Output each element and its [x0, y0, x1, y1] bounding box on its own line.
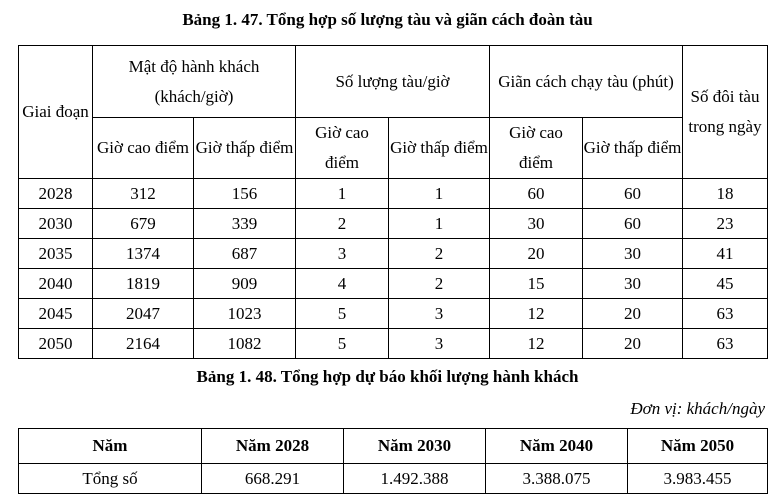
unit-label: Đơn vị: khách/ngày — [630, 399, 765, 418]
header-headway-peak: Giờ cao điểm — [490, 118, 583, 179]
header-2028: Năm 2028 — [202, 429, 344, 464]
cell-pairs: 18 — [683, 179, 768, 209]
cell-headway-peak: 30 — [490, 209, 583, 239]
cell-density-offpeak: 156 — [194, 179, 296, 209]
cell-headway-offpeak: 30 — [583, 269, 683, 299]
cell-trains-peak: 1 — [296, 179, 389, 209]
cell-period: 2035 — [19, 239, 93, 269]
cell-trains-peak: 3 — [296, 239, 389, 269]
table2-header-row — [19, 429, 768, 464]
cell-headway-peak: 12 — [490, 299, 583, 329]
total-2030: 1.492.388 — [344, 464, 486, 494]
cell-density-peak: 1374 — [93, 239, 194, 269]
table1-header-row-1 — [19, 46, 768, 118]
cell-trains-peak: 4 — [296, 269, 389, 299]
header-year: Năm — [19, 429, 202, 464]
cell-period: 2050 — [19, 329, 93, 359]
header-density-offpeak: Giờ thấp điểm — [194, 118, 296, 179]
cell-pairs: 45 — [683, 269, 768, 299]
cell-period: 2028 — [19, 179, 93, 209]
train-count-table — [18, 45, 768, 359]
cell-trains-peak: 2 — [296, 209, 389, 239]
cell-trains-peak: 5 — [296, 329, 389, 359]
cell-headway-offpeak: 20 — [583, 329, 683, 359]
cell-pairs: 23 — [683, 209, 768, 239]
cell-headway-peak: 60 — [490, 179, 583, 209]
cell-headway-peak: 20 — [490, 239, 583, 269]
header-headway-offpeak: Giờ thấp điểm — [583, 118, 683, 179]
cell-density-peak: 2047 — [93, 299, 194, 329]
table2-caption: Bảng 1. 48. Tổng hợp dự báo khối lượng hành khách — [196, 367, 579, 386]
cell-pairs: 41 — [683, 239, 768, 269]
header-2030: Năm 2030 — [344, 429, 486, 464]
cell-pairs: 63 — [683, 329, 768, 359]
cell-trains-offpeak: 3 — [389, 329, 490, 359]
cell-headway-offpeak: 60 — [583, 209, 683, 239]
cell-headway-offpeak: 60 — [583, 179, 683, 209]
table-row — [19, 269, 768, 299]
header-trains-peak: Giờ cao điểm — [296, 118, 389, 179]
header-pairs: Số đôi tàu trong ngày — [683, 46, 768, 179]
table1-body — [19, 179, 768, 359]
cell-density-offpeak: 909 — [194, 269, 296, 299]
cell-headway-offpeak: 30 — [583, 239, 683, 269]
total-label: Tổng số — [19, 464, 202, 494]
passenger-forecast-table — [18, 428, 768, 494]
cell-headway-offpeak: 20 — [583, 299, 683, 329]
cell-trains-offpeak: 2 — [389, 269, 490, 299]
cell-trains-offpeak: 3 — [389, 299, 490, 329]
cell-trains-offpeak: 1 — [389, 179, 490, 209]
table-row — [19, 179, 768, 209]
table-row — [19, 329, 768, 359]
table-row — [19, 299, 768, 329]
table-row — [19, 209, 768, 239]
cell-pairs: 63 — [683, 299, 768, 329]
cell-trains-offpeak: 2 — [389, 239, 490, 269]
header-density-peak: Giờ cao điểm — [93, 118, 194, 179]
cell-density-peak: 2164 — [93, 329, 194, 359]
cell-period: 2045 — [19, 299, 93, 329]
cell-headway-peak: 15 — [490, 269, 583, 299]
cell-density-peak: 679 — [93, 209, 194, 239]
cell-density-peak: 312 — [93, 179, 194, 209]
total-2050: 3.983.455 — [628, 464, 768, 494]
header-density: Mật độ hành khách (khách/giờ) — [93, 46, 296, 118]
total-2040: 3.388.075 — [486, 464, 628, 494]
total-2028: 668.291 — [202, 464, 344, 494]
cell-trains-peak: 5 — [296, 299, 389, 329]
header-2050: Năm 2050 — [628, 429, 768, 464]
cell-trains-offpeak: 1 — [389, 209, 490, 239]
table1-header-row-2 — [19, 118, 768, 179]
cell-density-peak: 1819 — [93, 269, 194, 299]
cell-density-offpeak: 1082 — [194, 329, 296, 359]
table1-caption: Bảng 1. 47. Tổng hợp số lượng tàu và giãn cách đoàn tàu — [182, 10, 593, 29]
header-2040: Năm 2040 — [486, 429, 628, 464]
header-headway: Giãn cách chạy tàu (phút) — [490, 46, 683, 118]
cell-headway-peak: 12 — [490, 329, 583, 359]
cell-density-offpeak: 687 — [194, 239, 296, 269]
header-period: Giai đoạn — [19, 46, 93, 179]
cell-density-offpeak: 1023 — [194, 299, 296, 329]
cell-period: 2040 — [19, 269, 93, 299]
table2-row-total — [19, 464, 768, 494]
header-trains: Số lượng tàu/giờ — [296, 46, 490, 118]
table-row — [19, 239, 768, 269]
header-trains-offpeak: Giờ thấp điểm — [389, 118, 490, 179]
cell-density-offpeak: 339 — [194, 209, 296, 239]
cell-period: 2030 — [19, 209, 93, 239]
